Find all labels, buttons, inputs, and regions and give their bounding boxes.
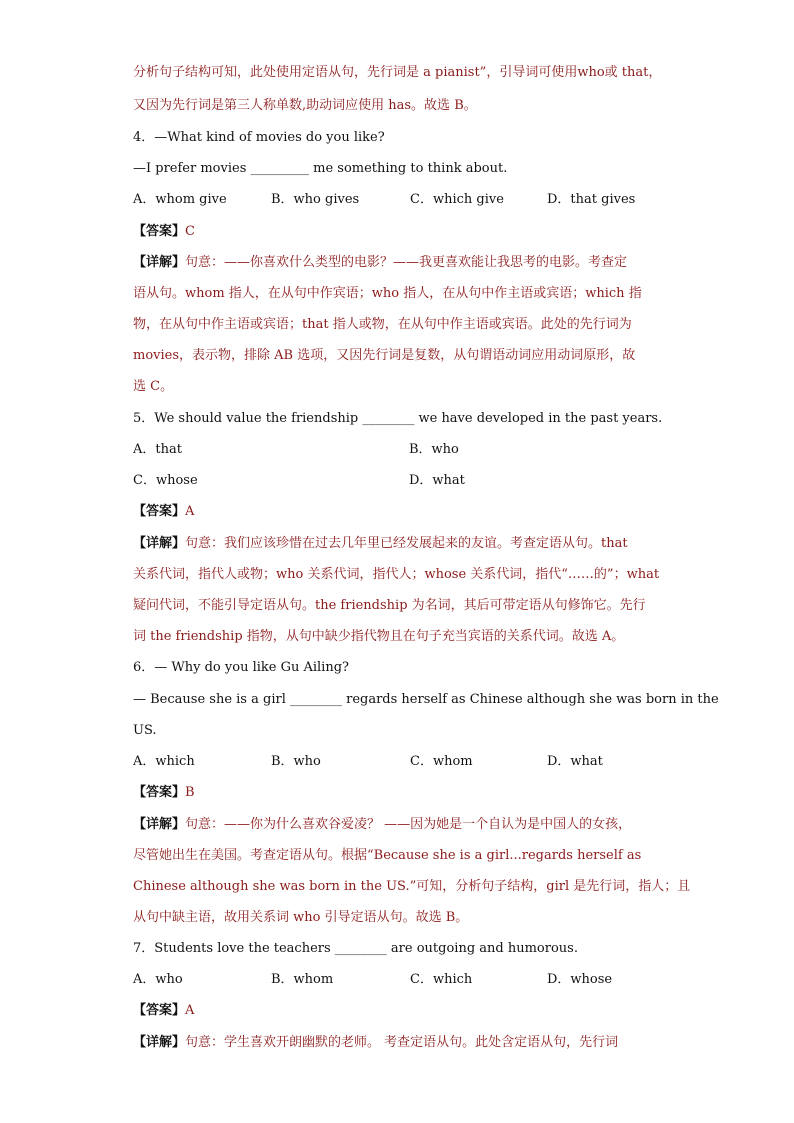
detail-line: 词 the friendship 指物，从句中缺少指代物且在句子充当宾语的关系代词。故选 A。 bbox=[133, 629, 625, 644]
answer-line bbox=[133, 1001, 194, 1021]
detail-line: 尽管她出生在美国。考查定语从句。根据“Because she is a girl...regards herself as bbox=[133, 848, 642, 863]
option-b: B．who bbox=[271, 754, 321, 769]
option-a: A．which bbox=[133, 754, 195, 769]
detail-line: 【详解】句意：——你为什么喜欢谷爱凌？ ——因为她是一个自认为是中国人的女孩， bbox=[133, 817, 632, 832]
detail-line: movies，表示物，排除 AB 选项，又因先行词是复数，从句谓语动词应用动词原形，故 bbox=[133, 348, 636, 363]
option-a: A．who bbox=[133, 972, 183, 987]
option-c: C．which bbox=[410, 972, 473, 987]
answer-label: 【答案】 bbox=[133, 224, 186, 239]
option-a: A．that bbox=[133, 442, 182, 457]
detail-line: 物，在从句中作主语或宾语；that 指人或物，在从句中作主语或宾语。此处的先行词为 bbox=[133, 317, 632, 332]
question-7-stem: 7．Students love the teachers ________ are outgoing and humorous. bbox=[133, 941, 578, 956]
answer-line bbox=[133, 502, 194, 522]
detail-line: Chinese although she was born in the US.”可知，分析句子结构，girl 是先行词，指人；且 bbox=[133, 879, 691, 894]
detail-label: 【详解】 bbox=[133, 817, 186, 832]
answer-label: 【答案】 bbox=[133, 1003, 186, 1018]
detail-label: 【详解】 bbox=[133, 255, 186, 270]
question-6-stem-line3: US. bbox=[133, 723, 157, 738]
answer-value: A bbox=[185, 504, 195, 519]
detail-label: 【详解】 bbox=[133, 536, 186, 551]
answer-value: A bbox=[185, 1003, 195, 1018]
detail-line: 语从句。whom 指人，在从句中作宾语；who 指人，在从句中作主语或宾语；which 指 bbox=[133, 286, 642, 301]
option-b: B．whom bbox=[271, 972, 334, 987]
question-6-stem-line2: — Because she is a girl ________ regards herself as Chinese although she was born in the bbox=[133, 692, 719, 707]
option-d: D．whose bbox=[547, 972, 613, 987]
question-4-stem-line2: —I prefer movies _________ me something to think about. bbox=[133, 161, 508, 176]
option-b: B．who gives bbox=[271, 192, 360, 207]
detail-line: 从句中缺主语，故用关系词 who 引导定语从句。故选 B。 bbox=[133, 910, 469, 925]
detail-line: 疑问代词，不能引导定语从句。the friendship 为名词，其后可带定语从句修饰它。先行 bbox=[133, 598, 646, 613]
option-a: A．whom give bbox=[133, 192, 227, 207]
detail-line: 选 C。 bbox=[133, 379, 174, 394]
detail-line: 【详解】句意：我们应该珍惜在过去几年里已经发展起来的友谊。考查定语从句。that bbox=[133, 536, 628, 551]
detail-line: 【详解】句意：——你喜欢什么类型的电影？——我更喜欢能让我思考的电影。考查定 bbox=[133, 255, 628, 270]
question-4-stem: 4．—What kind of movies do you like? bbox=[133, 130, 385, 145]
option-d: D．what bbox=[409, 473, 465, 488]
detail-line: 【详解】句意：学生喜欢开朗幽默的老师。 考查定语从句。此处含定语从句，先行词 bbox=[133, 1035, 619, 1050]
answer-line bbox=[133, 222, 195, 242]
answer-value: B bbox=[185, 785, 195, 800]
option-d: D．what bbox=[547, 754, 603, 769]
explanation-line: 分析句子结构可知，此处使用定语从句，先行词是 a pianist”，引导词可使用who或 that， bbox=[133, 65, 662, 80]
detail-line: 关系代词，指代人或物；who 关系代词，指代人；whose 关系代词，指代“……的”；what bbox=[133, 567, 660, 582]
option-c: C．whom bbox=[410, 754, 473, 769]
option-b: B．who bbox=[409, 442, 459, 457]
answer-label: 【答案】 bbox=[133, 785, 186, 800]
answer-value: C bbox=[185, 224, 195, 239]
question-5-stem: 5．We should value the friendship ________ we have developed in the past years. bbox=[133, 411, 663, 426]
option-c: C．which give bbox=[410, 192, 504, 207]
explanation-line: 又因为先行词是第三人称单数,助动词应使用 has。故选 B。 bbox=[133, 98, 477, 113]
question-6-stem: 6．— Why do you like Gu Ailing? bbox=[133, 660, 350, 675]
answer-line bbox=[133, 783, 195, 803]
answer-label: 【答案】 bbox=[133, 504, 186, 519]
option-d: D．that gives bbox=[547, 192, 636, 207]
option-c: C．whose bbox=[133, 473, 198, 488]
detail-label: 【详解】 bbox=[133, 1035, 186, 1050]
